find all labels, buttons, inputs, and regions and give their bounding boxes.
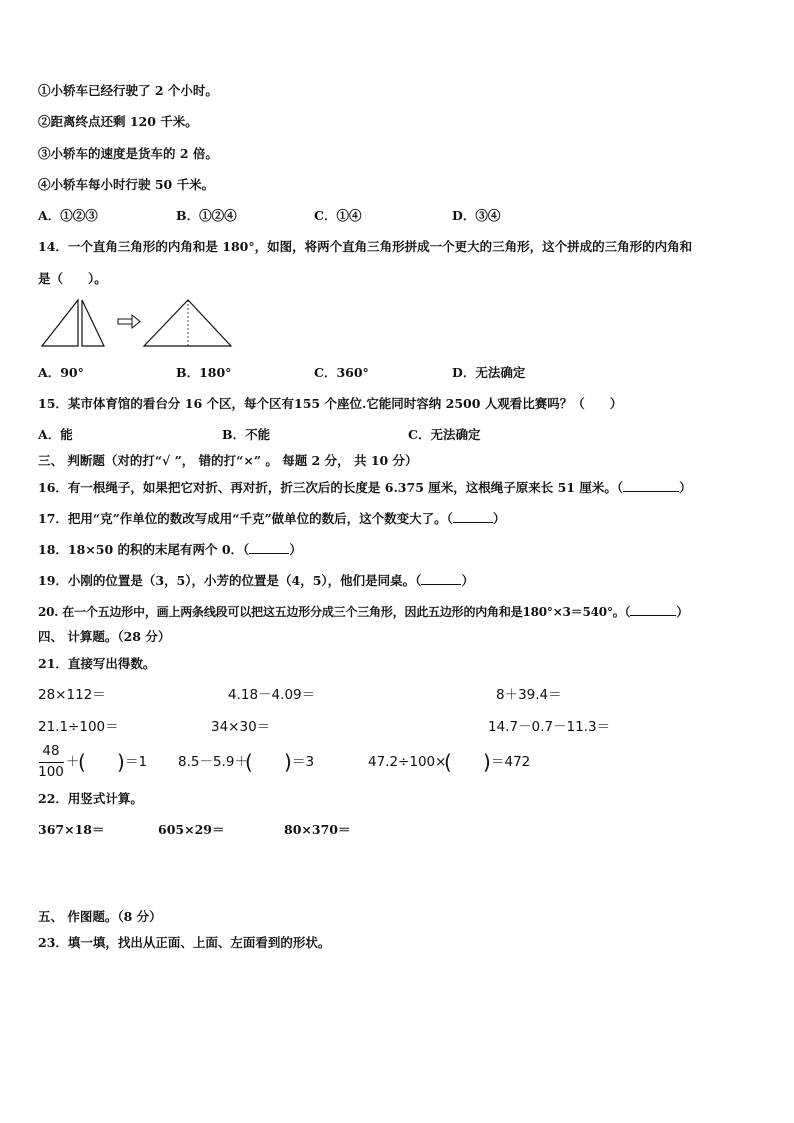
section-5-heading: 五、 作图题。（8 分） [38, 909, 162, 924]
q14-option-b: B．180° [176, 365, 232, 380]
triangle-figure [38, 296, 238, 350]
section-3-heading: 三、 判断题（对的打“√ ”， 错的打“×” 。 每题 2 分， 共 10 分） [38, 453, 418, 468]
right-triangle-left [42, 300, 78, 346]
q13-option-d: D．③④ [452, 208, 501, 223]
q13-option-b: B．①②④ [176, 208, 237, 223]
q21-r3b-open: ( [245, 750, 253, 774]
q14-option-c: C．360° [314, 365, 369, 380]
q14-stem-line1: 14．一个直角三角形的内角和是 180°，如图，将两个直角三角形拼成一个更大的三角形，这个拼成的三角形的内角和 [38, 239, 693, 254]
q19-text: 19．小刚的位置是（3，5），小芳的位置是（4，5），他们是同桌。（ [38, 573, 422, 588]
right-triangle-right [82, 300, 104, 346]
q22-title: 22．用竖式计算。 [38, 791, 143, 806]
q21-r1-item1: 28×112＝ [38, 687, 106, 703]
q13-option-c: C．①④ [314, 208, 362, 223]
q15-option-a: A．能 [38, 427, 73, 442]
section-4-heading: 四、 计算题。（28 分） [38, 629, 171, 644]
q21-r3b-tail: ＝3 [292, 754, 315, 770]
q21-r3a-tail: ＝1 [125, 754, 148, 770]
q17-answer-blank[interactable] [453, 510, 493, 523]
q14-option-d: D．无法确定 [452, 365, 526, 380]
statement-2: ②距离终点还剩 120 千米。 [38, 114, 198, 129]
q18-line [38, 541, 302, 559]
q16-close: ） [679, 480, 692, 495]
q13-option-a: A．①②③ [38, 208, 98, 223]
q17-line [38, 510, 505, 528]
q16-text: 16．有一根绳子，如果把它对折、再对折，折三次后的长度是 6.375 厘米，这根绳子原来长 51 厘米。（ [38, 480, 624, 495]
q22-item2: 605×29＝ [158, 822, 225, 837]
q19-answer-blank[interactable] [421, 572, 461, 585]
q21-r1-item2: 4.18－4.09＝ [228, 687, 316, 703]
q21-r3a-close: ) [117, 750, 125, 774]
fraction-numerator: 48 [42, 743, 60, 759]
q23-title: 23．填一填，找出从正面、上面、左面看到的形状。 [38, 935, 331, 950]
q14-stem-line2: 是（ ）。 [38, 271, 107, 286]
q15-stem: 15．某市体育馆的看台分 16 个区，每个区有155 个座位.它能同时容纳 2500 人观看比赛吗？（ ） [38, 396, 623, 411]
q22-item1: 367×18＝ [38, 822, 105, 837]
q21-r3b-blank[interactable] [254, 751, 284, 773]
q21-title: 21．直接写出得数。 [38, 656, 156, 671]
q17-text: 17．把用“克”作单位的数改写成用“千克”做单位的数后，这个数变大了。（ [38, 511, 453, 526]
q21-r2-item2: 34×30＝ [211, 719, 271, 735]
q17-close: ） [492, 511, 506, 526]
q20-text: 20. 在一个五边形中，画上两条线段可以把这五边形分成三个三角形，因此五边形的内角和是180°×3＝540°。（ [38, 605, 631, 619]
q21-r3c-close: ) [483, 750, 491, 774]
q21-r3c-open: ( [444, 750, 452, 774]
q19-line [38, 572, 474, 590]
q20-close: ） [676, 605, 689, 619]
q21-r3b-close: ) [284, 750, 292, 774]
q20-answer-blank[interactable] [630, 603, 676, 616]
q21-r3a-blank[interactable] [87, 751, 117, 773]
q22-item3: 80×370＝ [284, 822, 351, 837]
fraction-bar [39, 762, 64, 763]
q19-close: ） [461, 573, 474, 588]
q21-r3b-head: 8.5－5.9＋ [178, 754, 248, 770]
q21-r2-item1: 21.1÷100＝ [38, 719, 119, 735]
fraction-denominator: 100 [38, 764, 64, 780]
statement-4: ④小轿车每小时行驶 50 千米。 [38, 177, 215, 192]
q16-answer-blank[interactable] [623, 479, 679, 492]
q21-r1-item3: 8＋39.4＝ [496, 687, 562, 703]
q21-r2-item3: 14.7－0.7－11.3＝ [488, 719, 611, 735]
statement-3: ③小轿车的速度是货车的 2 倍。 [38, 146, 218, 161]
q15-option-b: B．不能 [222, 427, 271, 442]
arrow-right-icon [118, 315, 140, 328]
q15-option-c: C．无法确定 [408, 427, 481, 442]
q21-r3c-head: 47.2÷100× [368, 754, 447, 770]
q21-r3a-plus: ＋ [66, 754, 80, 770]
combined-triangle [144, 300, 231, 346]
q21-r3c-blank[interactable] [453, 751, 483, 773]
q18-answer-blank[interactable] [249, 541, 289, 554]
q21-r3a-open: ( [78, 750, 86, 774]
q18-text: 18．18×50 的积的末尾有两个 0．（ [38, 542, 250, 557]
q20-line [38, 603, 688, 621]
q21-r3c-tail: ＝472 [491, 754, 531, 770]
q18-close: ） [289, 542, 302, 557]
statement-1: ①小轿车已经行驶了 2 个小时。 [38, 83, 218, 98]
q16-line [38, 479, 692, 497]
q14-option-a: A．90° [38, 365, 84, 380]
